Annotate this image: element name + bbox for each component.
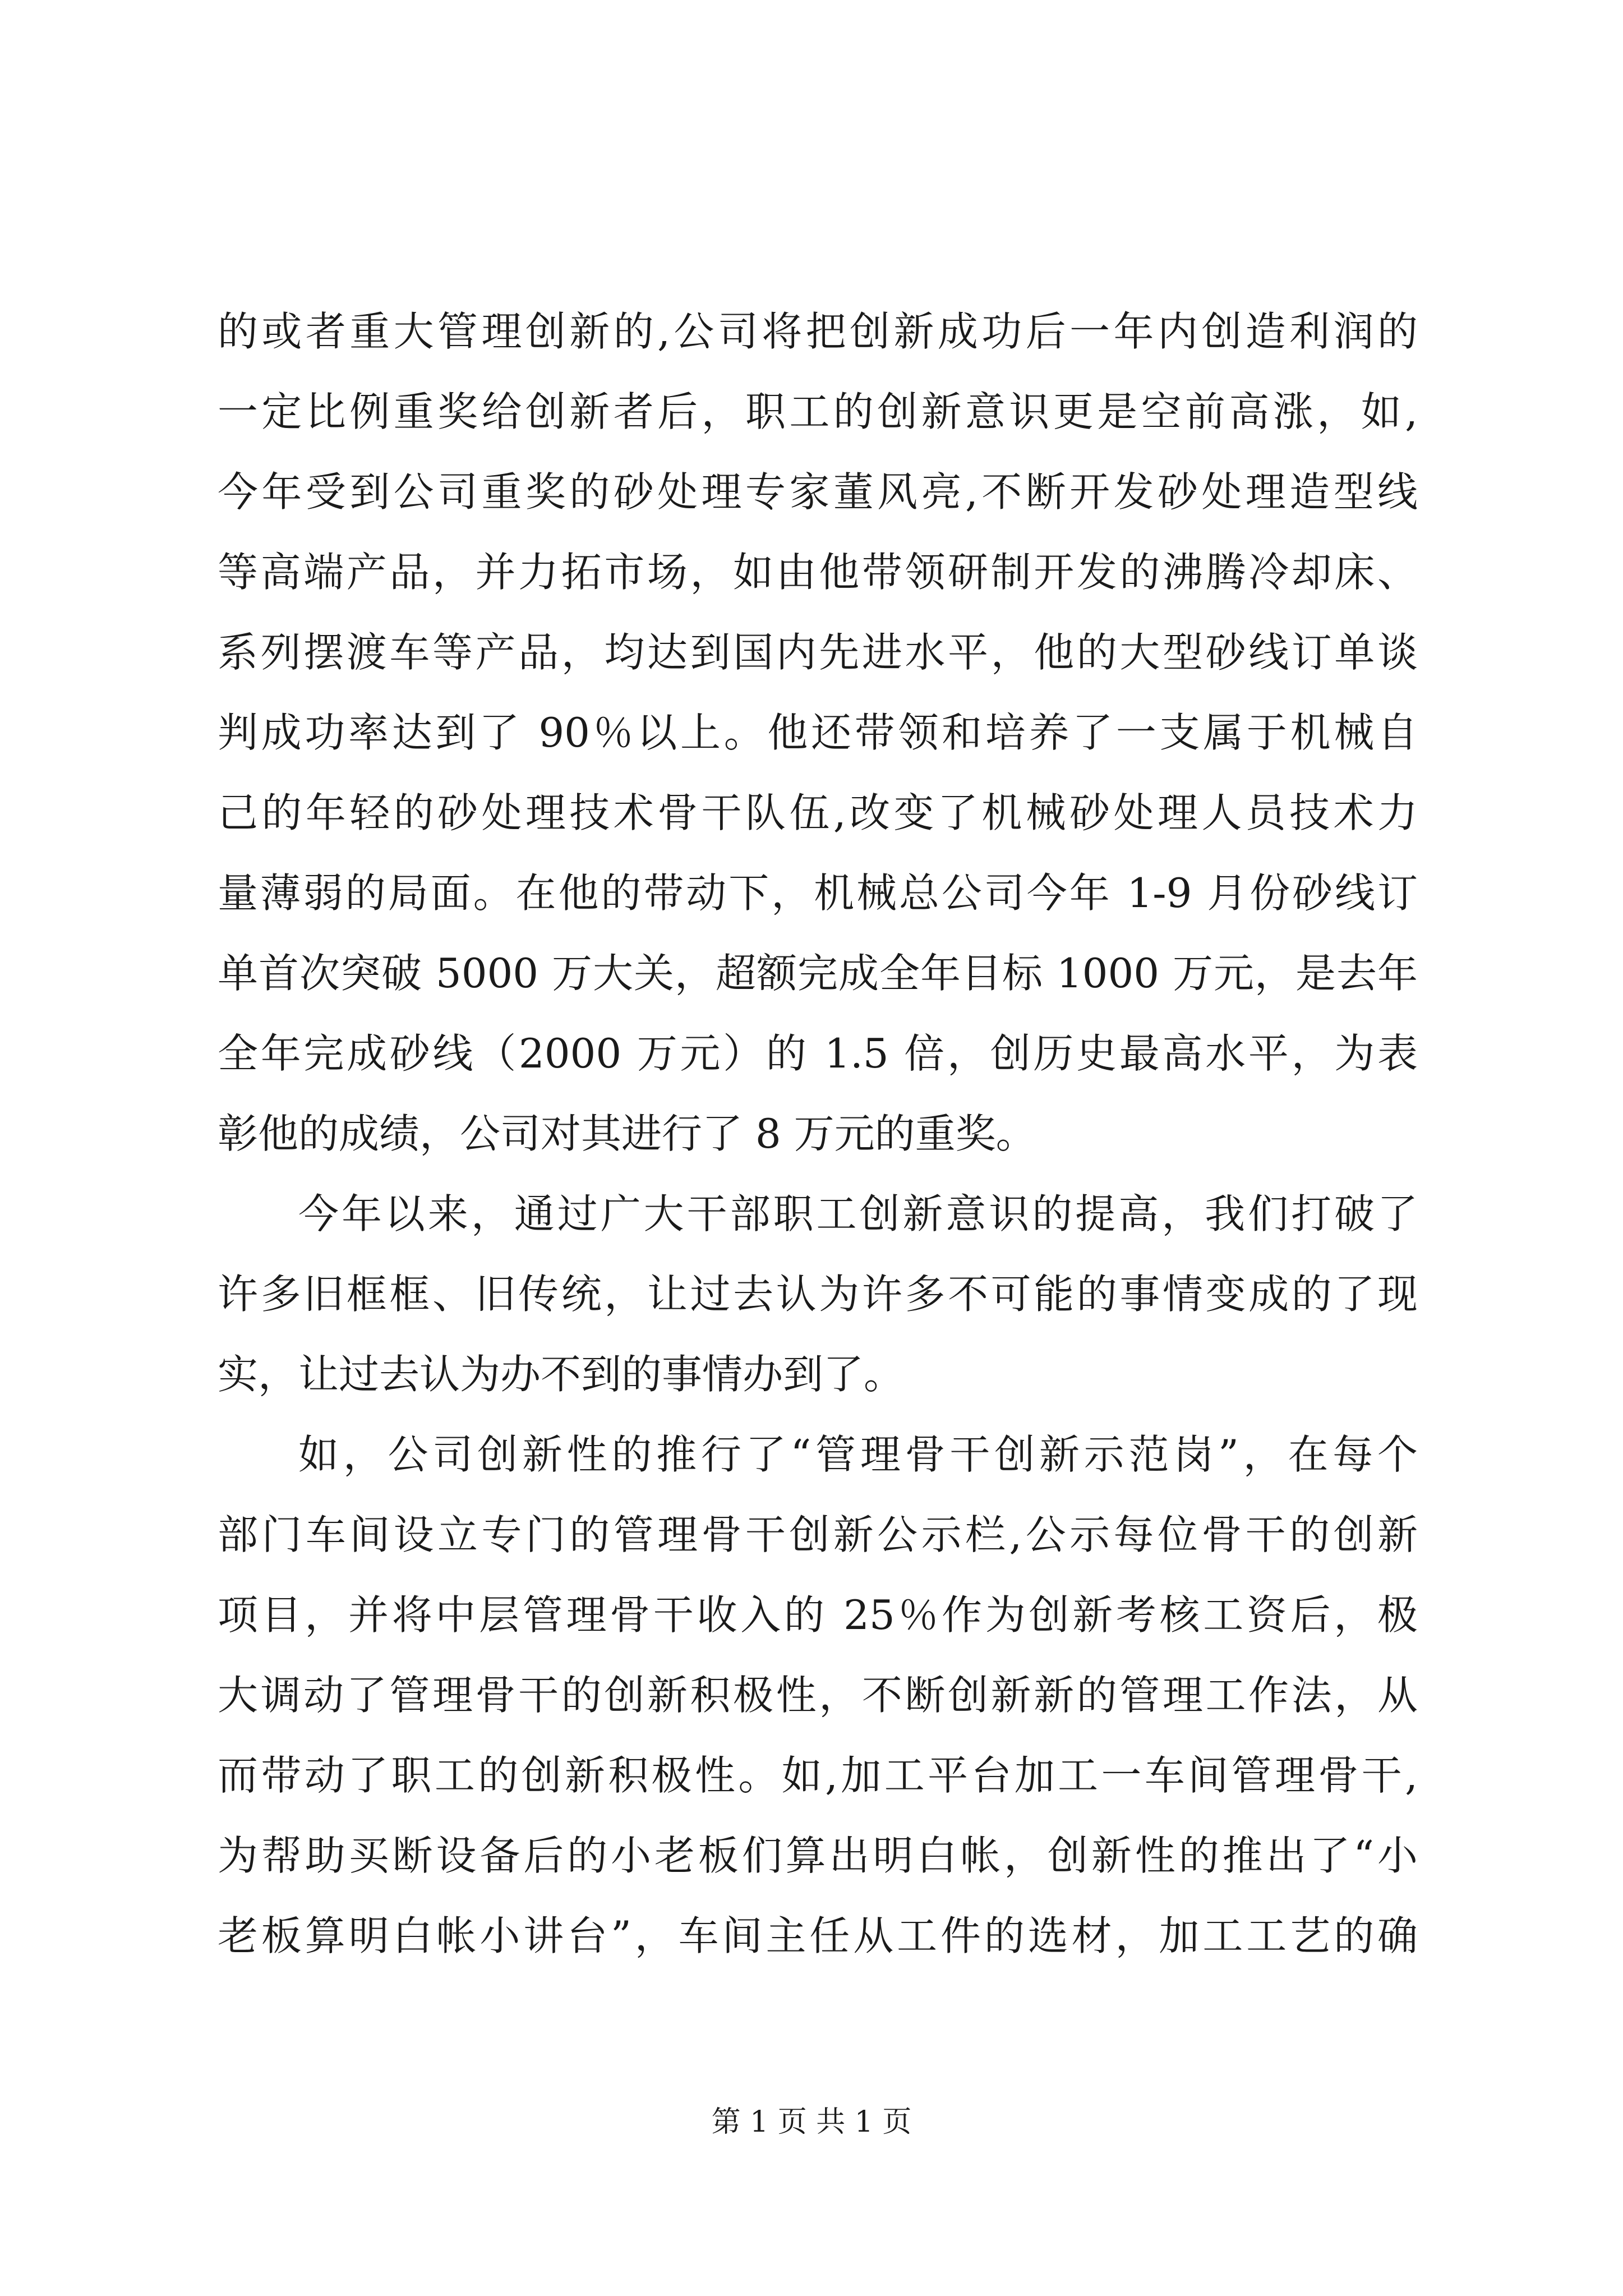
paragraph-1-line-7: 己的年轻的砂处理技术骨干队伍,改变了机械砂处理人员技术力 [218, 789, 1418, 836]
paragraph-1-line-11: 彰他的成绩，公司对其进行了 8 万元的重奖。 [218, 1110, 1036, 1157]
paragraph-2-line-3: 实，让过去认为办不到的事情办到了。 [218, 1351, 905, 1398]
document-body [218, 292, 1418, 1976]
paragraph-3-line-2: 部门车间设立专门的管理骨干创新公示栏,公示每位骨干的创新 [218, 1511, 1418, 1558]
paragraph-1-line-1: 的或者重大管理创新的,公司将把创新成功后一年内创造利润的 [218, 308, 1418, 355]
paragraph-3-line-4: 大调动了管理骨干的创新积极性，不断创新新的管理工作法，从 [218, 1672, 1418, 1719]
paragraph-1-line-3: 今年受到公司重奖的砂处理专家董风亮,不断开发砂处理造型线 [218, 468, 1418, 516]
paragraph-2-line-1: 今年以来，通过广大干部职工创新意识的提高，我们打破了 [298, 1190, 1418, 1237]
paragraph-1-line-2: 一定比例重奖给创新者后，职工的创新意识更是空前高涨，如, [218, 388, 1418, 435]
paragraph-3-line-5: 而带动了职工的创新积极性。如,加工平台加工一车间管理骨干, [218, 1752, 1418, 1799]
paragraph-1-line-4: 等高端产品，并力拓市场，如由他带领研制开发的沸腾冷却床、 [218, 549, 1418, 596]
paragraph-1-line-5: 系列摆渡车等产品，均达到国内先进水平，他的大型砂线订单谈 [218, 629, 1418, 676]
paragraph-3-line-1: 如，公司创新性的推行了“管理骨干创新示范岗”，在每个 [298, 1431, 1418, 1478]
paragraph-1-line-8: 量薄弱的局面。在他的带动下，机械总公司今年 1-9 月份砂线订 [218, 869, 1418, 917]
paragraph-1-line-9: 单首次突破 5000 万大关，超额完成全年目标 1000 万元，是去年 [218, 950, 1418, 997]
paragraph-3-line-3: 项目，并将中层管理骨干收入的 25％作为创新考核工资后，极 [218, 1591, 1418, 1639]
paragraph-3-line-6: 为帮助买断设备后的小老板们算出明白帐，创新性的推出了“小 [218, 1832, 1418, 1879]
paragraph-2-line-2: 许多旧框框、旧传统，让过去认为许多不可能的事情变成的了现 [218, 1271, 1418, 1318]
paragraph-1-line-10: 全年完成砂线（2000 万元）的 1.5 倍，创历史最高水平，为表 [218, 1030, 1418, 1077]
page-number-footer: 第 1 页 共 1 页 [711, 2105, 912, 2139]
paragraph-1-line-6: 判成功率达到了 90％以上。他还带领和培养了一支属于机械自 [218, 709, 1418, 756]
paragraph-3-line-7: 老板算明白帐小讲台”，车间主任从工件的选材，加工工艺的确 [218, 1912, 1418, 1959]
